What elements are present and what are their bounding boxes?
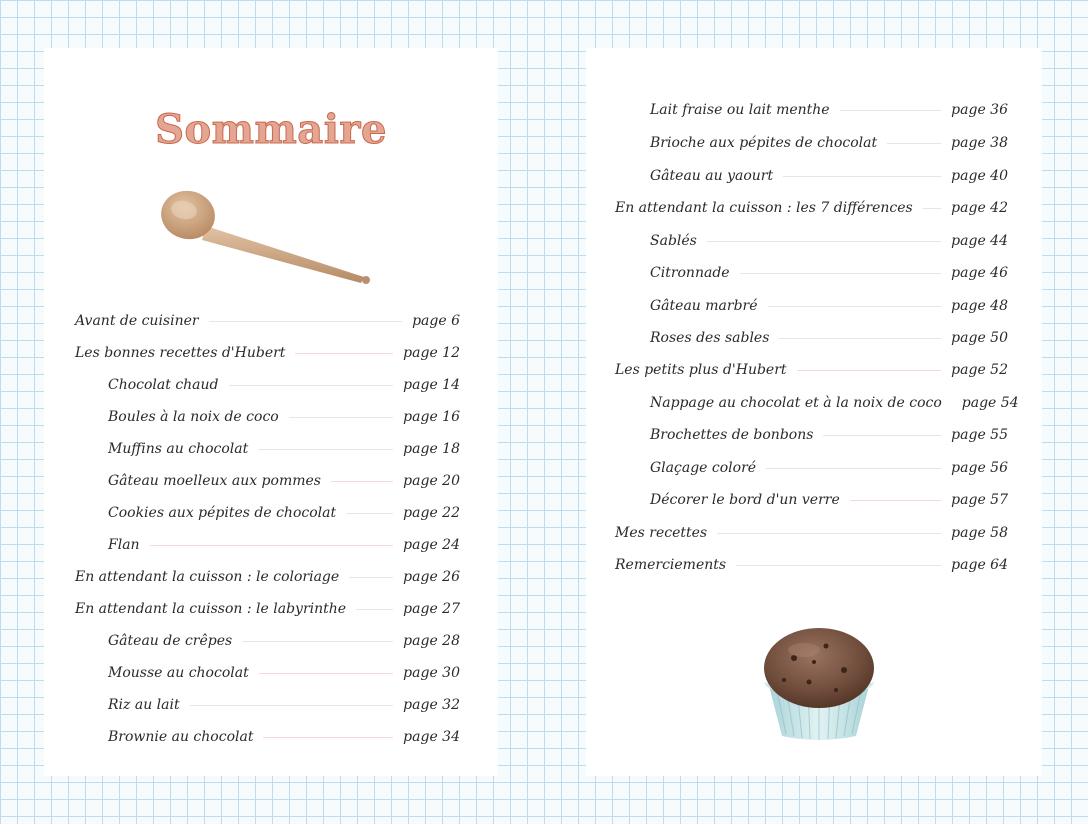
toc-entry[interactable] — [650, 455, 1008, 481]
toc-entry-page: page 27 — [403, 601, 460, 617]
dotted-leader — [263, 737, 393, 738]
toc-entry[interactable] — [108, 436, 460, 462]
left-page — [44, 48, 498, 776]
dotted-leader — [190, 705, 394, 706]
toc-entry[interactable] — [108, 692, 460, 718]
toc-entry[interactable] — [650, 487, 1008, 513]
toc-entry[interactable] — [108, 404, 460, 430]
toc-entry[interactable] — [650, 163, 1008, 189]
toc-entry[interactable] — [650, 228, 1008, 254]
toc-entry-label: Remerciements — [615, 557, 727, 573]
toc-entry-page: page 34 — [403, 729, 460, 745]
toc-entry-page: page 50 — [951, 330, 1008, 346]
toc-entry-page: page 20 — [403, 473, 460, 489]
dotted-leader — [707, 241, 941, 242]
toc-entry[interactable] — [650, 97, 1008, 123]
dotted-leader — [768, 306, 942, 307]
toc-entry-page: page 64 — [951, 557, 1008, 573]
toc-entry[interactable] — [75, 308, 460, 334]
toc-entry-page: page 18 — [403, 441, 460, 457]
toc-entry-label: Brioche aux pépites de chocolat — [650, 135, 878, 151]
toc-entry-page: page 22 — [403, 505, 460, 521]
dotted-leader — [331, 481, 393, 482]
right-page — [586, 48, 1042, 776]
toc-entry-page: page 58 — [951, 525, 1008, 541]
toc-entry-page: page 6 — [412, 313, 460, 329]
toc-entry-label: Gâteau moelleux aux pommes — [108, 473, 321, 489]
page-title: Sommaire — [155, 106, 387, 153]
toc-entry[interactable] — [650, 130, 1008, 156]
dotted-leader — [797, 370, 942, 371]
toc-entry-page: page 54 — [961, 395, 1019, 411]
toc-entry-label: Boules à la noix de coco — [108, 409, 279, 425]
dotted-leader — [209, 321, 402, 322]
toc-entry[interactable] — [108, 724, 460, 750]
toc-entry-page: page 56 — [951, 460, 1008, 476]
dotted-leader — [887, 143, 941, 144]
dotted-leader — [258, 449, 393, 450]
dotted-leader — [823, 435, 941, 436]
toc-entry-label: Sablés — [650, 233, 697, 249]
toc-entry[interactable] — [108, 532, 460, 558]
toc-entry-label: Roses des sables — [650, 330, 770, 346]
toc-entry-page: page 32 — [403, 697, 460, 713]
dotted-leader — [740, 273, 942, 274]
toc-entry-page: page 38 — [951, 135, 1008, 151]
wooden-spoon-icon — [156, 184, 376, 294]
dotted-leader — [259, 673, 393, 674]
dotted-leader — [840, 110, 942, 111]
dotted-leader — [349, 577, 393, 578]
toc-entry-page: page 57 — [951, 492, 1008, 508]
dotted-leader — [346, 513, 393, 514]
toc-entry-page: page 55 — [951, 427, 1008, 443]
toc-entry-label: Les petits plus d'Hubert — [615, 362, 787, 378]
toc-entry-page: page 36 — [951, 102, 1008, 118]
toc-entry-label: Gâteau de crêpes — [108, 633, 233, 649]
toc-entry-label: En attendant la cuisson : le coloriage — [75, 569, 340, 585]
toc-entry-page: page 42 — [951, 200, 1008, 216]
toc-entry[interactable] — [615, 520, 1008, 546]
toc-entry[interactable] — [650, 325, 1008, 351]
toc-entry[interactable] — [615, 195, 1008, 221]
toc-entry[interactable] — [75, 564, 460, 590]
dotted-leader — [850, 500, 941, 501]
dotted-leader — [242, 641, 393, 642]
toc-entry[interactable] — [650, 422, 1008, 448]
toc-entry-label: Chocolat chaud — [108, 377, 219, 393]
toc-entry[interactable] — [650, 390, 1019, 416]
toc-entry-page: page 40 — [951, 168, 1008, 184]
toc-entry-label: Avant de cuisiner — [75, 313, 199, 329]
toc-entry-label: Muffins au chocolat — [108, 441, 249, 457]
muffin-icon — [754, 624, 884, 746]
dotted-leader — [766, 468, 941, 469]
toc-entry-label: Flan — [108, 537, 140, 553]
dotted-leader — [923, 208, 941, 209]
toc-entry-label: Lait fraise ou lait menthe — [650, 102, 830, 118]
dotted-leader — [356, 609, 393, 610]
toc-entry-page: page 12 — [403, 345, 460, 361]
dotted-leader — [736, 565, 941, 566]
toc-entry-label: Mousse au chocolat — [108, 665, 249, 681]
dotted-leader — [779, 338, 941, 339]
dotted-leader — [150, 545, 394, 546]
toc-entry-page: page 16 — [403, 409, 460, 425]
toc-entry-label: Citronnade — [650, 265, 730, 281]
toc-entry[interactable] — [108, 372, 460, 398]
toc-entry-page: page 24 — [403, 537, 460, 553]
toc-entry-label: Nappage au chocolat et à la noix de coco — [650, 395, 942, 411]
toc-entry[interactable] — [615, 552, 1008, 578]
toc-entry-page: page 30 — [403, 665, 460, 681]
toc-entry[interactable] — [108, 468, 460, 494]
toc-entry[interactable] — [75, 340, 460, 366]
toc-entry-page: page 44 — [951, 233, 1008, 249]
toc-entry-label: Mes recettes — [615, 525, 708, 541]
toc-entry[interactable] — [650, 260, 1008, 286]
toc-entry-label: Gâteau au yaourt — [650, 168, 774, 184]
toc-entry-label: Brochettes de bonbons — [650, 427, 814, 443]
toc-entry-page: page 46 — [951, 265, 1008, 281]
dotted-leader — [229, 385, 394, 386]
toc-entry[interactable] — [650, 293, 1008, 319]
dotted-leader — [295, 353, 393, 354]
toc-entry-label: En attendant la cuisson : le labyrinthe — [75, 601, 347, 617]
toc-entry-label: Gâteau marbré — [650, 298, 758, 314]
toc-entry[interactable] — [108, 628, 460, 654]
dotted-leader — [717, 533, 941, 534]
toc-entry-label: Décorer le bord d'un verre — [650, 492, 840, 508]
toc-entry-page: page 28 — [403, 633, 460, 649]
toc-entry[interactable] — [108, 500, 460, 526]
toc-entry-label: Cookies aux pépites de chocolat — [108, 505, 337, 521]
toc-entry-label: Les bonnes recettes d'Hubert — [75, 345, 286, 361]
dotted-leader — [783, 176, 941, 177]
toc-entry-label: Brownie au chocolat — [108, 729, 254, 745]
toc-entry[interactable] — [108, 660, 460, 686]
toc-entry-label: Glaçage coloré — [650, 460, 757, 476]
toc-entry-page: page 48 — [951, 298, 1008, 314]
toc-entry[interactable] — [75, 596, 460, 622]
toc-entry-page: page 52 — [951, 362, 1008, 378]
toc-entry-page: page 14 — [403, 377, 460, 393]
toc-entry-label: En attendant la cuisson : les 7 différences — [615, 200, 913, 216]
toc-entry-label: Riz au lait — [108, 697, 180, 713]
toc-entry[interactable] — [615, 357, 1008, 383]
toc-entry-page: page 26 — [403, 569, 460, 585]
dotted-leader — [289, 417, 393, 418]
